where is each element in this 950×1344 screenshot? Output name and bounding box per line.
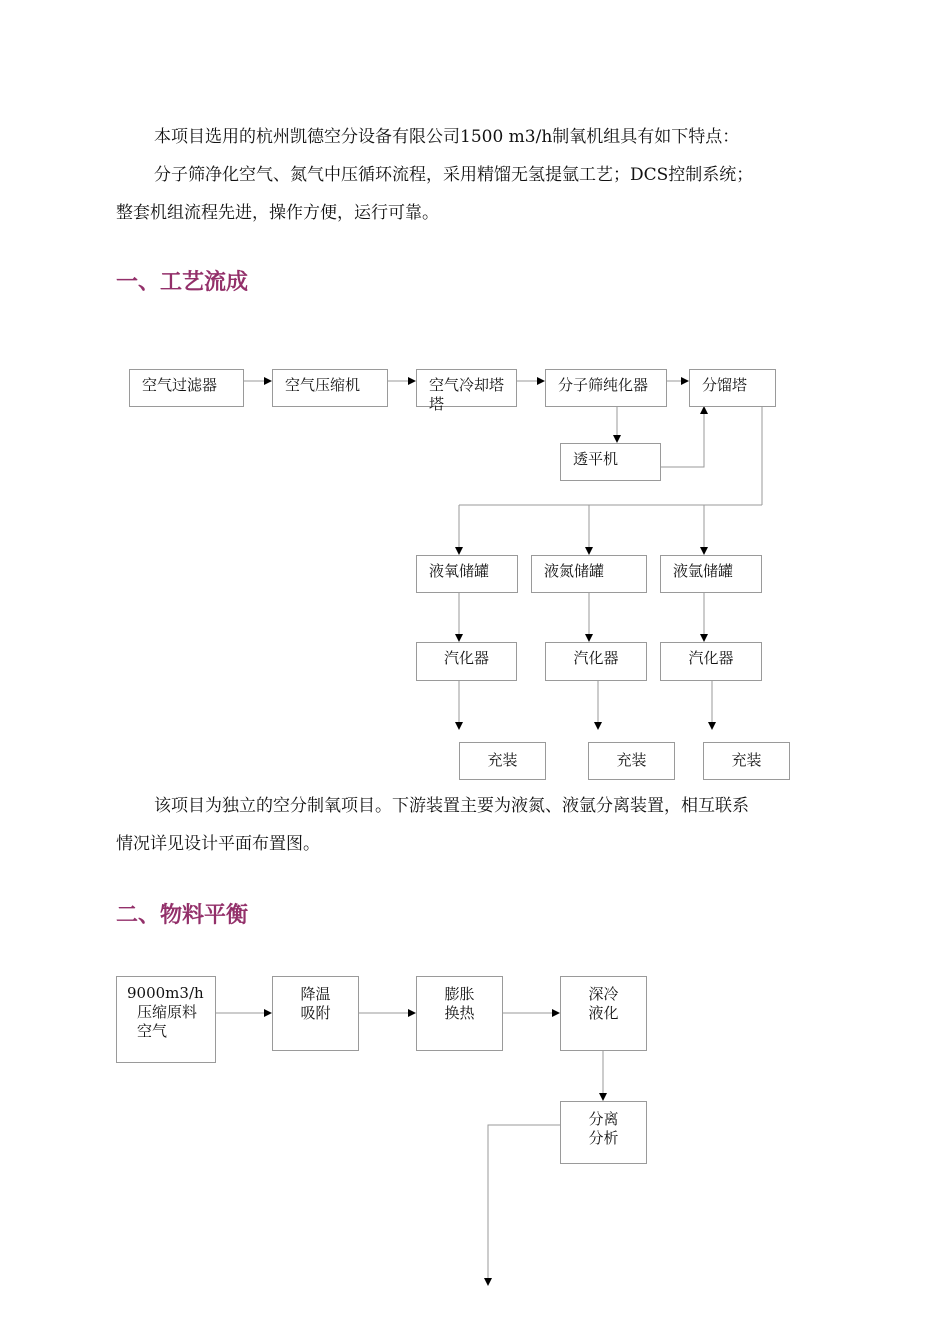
- filling-box-argon: 充装: [703, 742, 790, 780]
- section-1-heading: 一、工艺流成: [116, 270, 249, 295]
- feed-air-box: [116, 976, 216, 1063]
- air-compressor-box: 空气压缩机: [272, 369, 388, 407]
- filling-box-oxygen: 充装: [459, 742, 546, 780]
- cool-adsorb-label: 降温吸附: [300, 985, 331, 1022]
- intro-line-3: 整套机组流程先进，操作方便，运行可靠。: [116, 203, 439, 223]
- separate-analyze-box: [560, 1101, 647, 1164]
- section-2-heading: 二、物料平衡: [116, 903, 249, 928]
- feed-description: 压缩原料空气: [137, 1003, 198, 1040]
- fractionation-tower-box: 分馏塔: [689, 369, 776, 407]
- liquid-oxygen-tank-box: 液氧储罐: [416, 555, 518, 593]
- air-filter-box: 空气过滤器: [129, 369, 244, 407]
- feed-rate: 9000m3/h: [127, 984, 204, 1002]
- vaporizer-argon-box: 汽化器: [660, 642, 762, 681]
- vaporizer-nitrogen-box: 汽化器: [545, 642, 647, 681]
- project-note-line-1: 该项目为独立的空分制氧项目。下游装置主要为液氮、液氩分离装置，相互联系: [154, 796, 749, 816]
- liquid-argon-tank-box: 液氩储罐: [660, 555, 762, 593]
- intro-line-2: 分子筛净化空气、氮气中压循环流程，采用精馏无氢提氩工艺；DCS控制系统；: [154, 165, 754, 185]
- expander-box: 透平机: [560, 443, 661, 481]
- expand-exchange-box: [416, 976, 503, 1051]
- expand-exchange-label: 膨胀换热: [444, 985, 475, 1022]
- project-note-line-2: 情况详见设计平面布置图。: [116, 834, 320, 854]
- filling-box-nitrogen: 充装: [588, 742, 675, 780]
- molecular-sieve-box: 分子筛纯化器: [545, 369, 667, 407]
- liquid-nitrogen-tank-box: 液氮储罐: [531, 555, 647, 593]
- intro-paragraph: [116, 118, 836, 232]
- project-note: [116, 787, 836, 863]
- deep-liquefy-label: 深冷液化: [588, 985, 619, 1022]
- intro-line-1: 本项目选用的杭州凯德空分设备有限公司1500 m3/h制氧机组具有如下特点：: [154, 127, 740, 147]
- deep-liquefy-box: [560, 976, 647, 1051]
- vaporizer-oxygen-box: 汽化器: [416, 642, 517, 681]
- air-cooling-tower-box: 空气冷却塔塔: [416, 369, 517, 407]
- cool-adsorb-box: [272, 976, 359, 1051]
- separate-analyze-label: 分离分析: [588, 1110, 619, 1147]
